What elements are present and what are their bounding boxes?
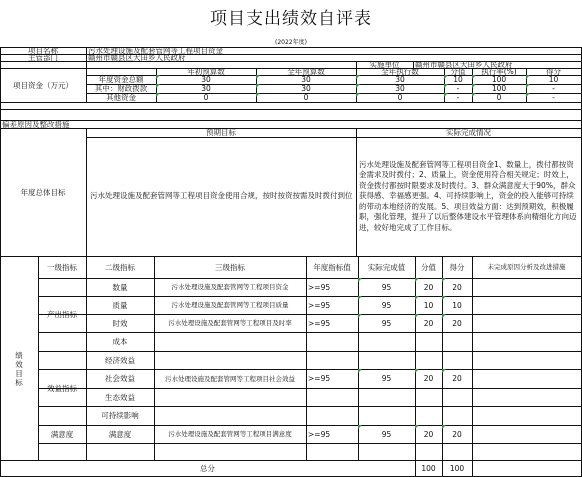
indicator-header: 一级指标 xyxy=(47,262,77,272)
funds-header: 年初预算数 xyxy=(187,68,225,75)
indicator-score: 20 xyxy=(442,278,472,296)
indicator-header: 未完成原因分析及改进措施 xyxy=(487,263,566,271)
indicator-score xyxy=(442,406,472,425)
indicator-target: >=95 xyxy=(308,374,331,383)
indicator-level3 xyxy=(154,388,306,406)
indicator-level1: 产出指标 xyxy=(47,310,77,319)
grid-line xyxy=(0,102,582,103)
funds-value: 100 xyxy=(472,75,526,84)
funds-value: 10 xyxy=(526,75,581,84)
indicator-score: 10 xyxy=(442,296,472,314)
indicator-target: >=95 xyxy=(308,429,331,439)
indicator-actual xyxy=(358,406,415,425)
funds-value: - xyxy=(444,84,472,93)
indicator-score xyxy=(442,388,472,406)
indicator-score: 20 xyxy=(442,314,472,332)
funds-value: 30 xyxy=(356,84,444,93)
funds-value: 0 xyxy=(156,93,256,102)
actual-text: 污水处理设施及配套管网等工程项目资金1、数量上，拨付都按资金需求及时拨付；2、质量上，资金使用符合相关规定；时效上，资金拨付都按时限要求及时拨付。3、群众满意度大于90%，群众获得感、幸福感更强。4、可持续影响上，资金的投入能够可持续的带动本地经济的发展。5、项目效益方面：达到预期效，积极履职，强化管理，提升了以后整体建设水平管理体系向精细化方向迈进，较好地完成了工作目标。 xyxy=(359,159,577,232)
indicator-target xyxy=(306,332,358,351)
funds-value: 0 xyxy=(256,93,356,102)
indicator-target xyxy=(306,406,358,425)
indicator-header: 年度指标值 xyxy=(313,262,351,272)
indicator-level3: 污水处理设施及配套管网等工程项目满意度 xyxy=(168,430,292,438)
indicator-score-value: 20 xyxy=(415,278,442,296)
goals-row-label: 年度总体目标 xyxy=(20,187,66,197)
funds-value: - xyxy=(526,93,581,102)
grid-line xyxy=(38,443,582,444)
indicator-level2: 质量 xyxy=(112,300,128,310)
indicator-level3: 污水处理设施及配套管网等工程项目社会效益 xyxy=(165,374,295,383)
indicator-actual xyxy=(358,332,415,351)
indicator-level3: 污水处理设施及配套管网等工程项目资金 xyxy=(171,283,289,291)
project-name-value: 污水处理设施及配套管网等工程项目资金 xyxy=(88,47,223,54)
indicator-actual: 95 xyxy=(358,314,415,332)
indicator-level3 xyxy=(154,406,306,425)
indicator-header: 分值 xyxy=(421,262,436,272)
expected-header: 预期目标 xyxy=(206,128,236,137)
funds-header: 分值 xyxy=(450,68,466,75)
indicator-score: 20 xyxy=(442,425,472,443)
indicator-actual: 95 xyxy=(358,296,415,314)
total-label: 总分 xyxy=(200,463,215,473)
funds-value: 0 xyxy=(472,93,526,102)
implementer-label: 实施单位 xyxy=(369,61,400,68)
indicator-level3: 污水处理设施及配套管网等工程项目质量 xyxy=(171,301,289,309)
funds-value: 30 xyxy=(156,84,256,93)
funds-row-label: 其他资金 xyxy=(106,93,136,102)
indicator-level2: 满意度 xyxy=(108,429,132,439)
grid-line xyxy=(472,460,473,476)
implementer-value: 赣州市赣县区大田乡人民政府 xyxy=(415,61,513,68)
indicator-target: >=95 xyxy=(308,318,331,328)
actual-header: 实际完成情况 xyxy=(446,128,491,137)
funds-header: 执行率(%) xyxy=(481,68,517,75)
indicator-actual: 95 xyxy=(358,278,415,296)
indicator-level2: 数量 xyxy=(112,282,128,292)
indicator-score xyxy=(442,332,472,351)
indicator-level3 xyxy=(154,332,306,351)
grid-line xyxy=(86,128,87,256)
indicator-score-value: 10 xyxy=(415,296,442,314)
funds-header: 全年预算数 xyxy=(287,68,325,75)
authority-label: 主管部门 xyxy=(28,54,58,61)
indicator-score: 20 xyxy=(442,369,472,388)
indicator-level2: 时效 xyxy=(112,318,128,328)
grid-line xyxy=(472,256,473,460)
funds-value: 30 xyxy=(256,75,356,84)
project-name-label: 项目名称 xyxy=(28,47,58,54)
indicator-header: 实际完成值 xyxy=(367,262,406,272)
grid-line xyxy=(38,443,86,444)
total-score-value: 100 xyxy=(421,463,436,473)
funds-row-label: 其中：财政拨款 xyxy=(94,84,148,93)
indicator-level3: 污水处理设施及配套管网等工程项目及时率 xyxy=(168,319,292,327)
indicator-target: >=95 xyxy=(308,300,331,310)
indicator-target: >=95 xyxy=(308,282,331,292)
grid-line xyxy=(0,109,582,110)
funds-section-label: 项目资金（万元） xyxy=(13,80,73,90)
indicators-section-label: 绩 效 目 标 xyxy=(15,351,23,387)
funds-value: 30 xyxy=(256,84,356,93)
indicator-actual: 95 xyxy=(358,369,415,388)
funds-value: - xyxy=(526,84,581,93)
indicator-score xyxy=(442,351,472,369)
indicator-header: 三级指标 xyxy=(215,262,245,272)
indicator-actual xyxy=(358,351,415,369)
indicator-level2: 生态效益 xyxy=(105,392,135,402)
indicator-score-value xyxy=(415,388,442,406)
funds-value: 30 xyxy=(156,75,256,84)
funds-value: 100 xyxy=(472,84,526,93)
indicator-score-value xyxy=(415,332,442,351)
indicator-score-value: 20 xyxy=(415,314,442,332)
expected-text: 污水处理设施及配套管网等工程项目资金使用合规，按时按资按需及时拨付到位 xyxy=(90,191,353,201)
indicator-score-value xyxy=(415,351,442,369)
funds-value: 30 xyxy=(356,75,444,84)
indicator-actual xyxy=(358,388,415,406)
funds-header: 得分 xyxy=(546,68,561,75)
indicator-level1: 满意度 xyxy=(50,429,74,439)
deviation-label: 偏差原因及整改措施 xyxy=(2,120,70,128)
indicator-level3 xyxy=(154,351,306,369)
indicator-score-value xyxy=(415,406,442,425)
funds-value: 0 xyxy=(356,93,444,102)
indicator-level2: 经济效益 xyxy=(105,355,135,365)
indicator-score-value: 20 xyxy=(415,369,442,388)
funds-value: - xyxy=(444,93,472,102)
total-score: 100 xyxy=(449,463,465,473)
indicator-actual: 95 xyxy=(358,425,415,443)
indicator-level1: 效益指标 xyxy=(47,383,77,393)
indicator-level2: 可持续影响 xyxy=(101,411,139,420)
indicator-target xyxy=(306,388,358,406)
year-label: (2022年度) xyxy=(275,39,307,46)
funds-header: 全年执行数 xyxy=(381,68,419,75)
indicator-header: 得分 xyxy=(449,262,465,272)
indicator-target xyxy=(306,351,358,369)
indicator-header: 二级指标 xyxy=(105,262,135,272)
indicator-level2: 成本 xyxy=(112,337,128,346)
funds-value: 10 xyxy=(444,75,472,84)
table-title: 项目支出绩效自评表 xyxy=(210,9,372,29)
funds-row-label: 年度资金总额 xyxy=(98,75,144,84)
indicator-score-value: 20 xyxy=(415,425,442,443)
indicator-level2: 社会效益 xyxy=(105,374,135,383)
authority-value: 赣州市赣县区大田乡人民政府 xyxy=(88,54,186,61)
